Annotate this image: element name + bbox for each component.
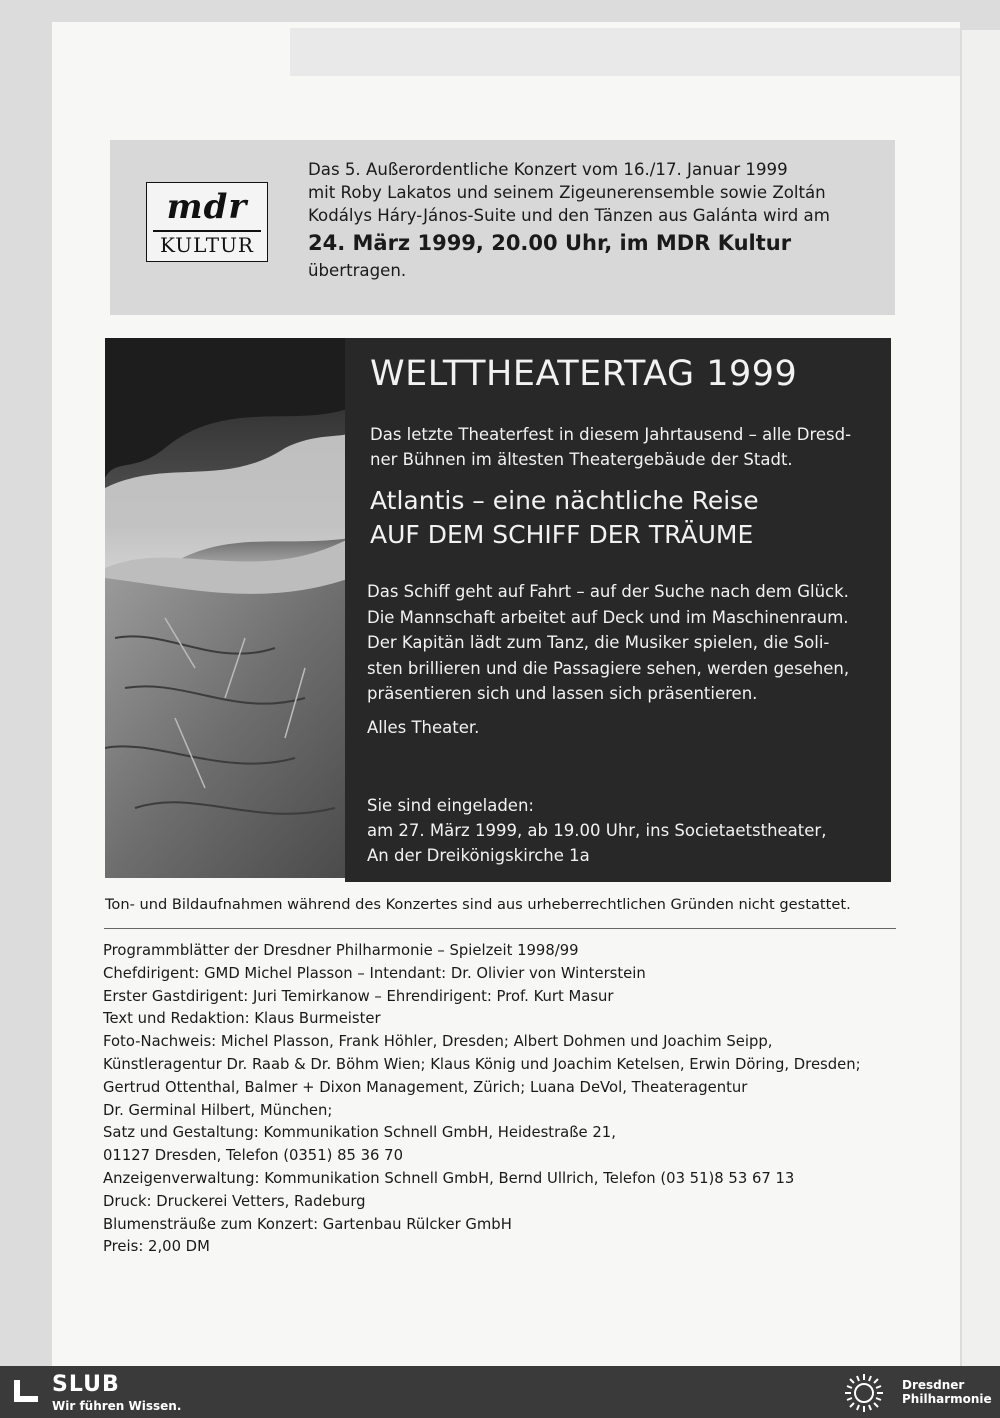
imprint-credits [103, 940, 883, 1259]
slub-logo-icon [12, 1376, 40, 1404]
slub-tagline: Wir führen Wissen. [52, 1399, 182, 1413]
slub-name: SLUB [52, 1372, 120, 1397]
body-line: präsentieren sich und lassen sich präsentieren. [367, 684, 758, 703]
divider [104, 928, 896, 929]
alles-theater: Alles Theater. [367, 718, 480, 737]
body-line: Das Schiff geht auf Fahrt – auf der Suche nach dem Glück. [367, 582, 849, 601]
mdr-logo-rule [153, 230, 261, 232]
dresdner-philharmonie-name [902, 1378, 992, 1406]
credit-line: Druck: Druckerei Vetters, Radeburg [103, 1192, 366, 1210]
mdr-broadcast-banner [110, 140, 895, 315]
banner-line: übertragen. [308, 261, 407, 280]
invite-line: An der Dreikönigskirche 1a [367, 846, 590, 865]
intro-line: ner Bühnen im ältesten Theatergebäude der Stadt. [370, 450, 793, 469]
subtitle-line: AUF DEM SCHIFF DER TRÄUME [370, 520, 754, 549]
invite-line: Sie sind eingeladen: [367, 796, 534, 815]
subtitle-line: Atlantis – eine nächtliche Reise [370, 486, 759, 515]
viewer-footer [0, 1366, 1000, 1418]
mdr-kultur-logo [146, 182, 268, 262]
banner-line: mit Roby Lakatos und seinem Zigeunerensemble sowie Zoltán [308, 183, 826, 202]
welttheatertag-intro [370, 422, 875, 472]
body-line: Die Mannschaft arbeitet auf Deck und im Maschinenraum. [367, 607, 849, 627]
credit-line: Blumensträuße zum Konzert: Gartenbau Rülcker GmbH [103, 1215, 512, 1233]
banner-line: Das 5. Außerordentliche Konzert vom 16./17. Januar 1999 [308, 160, 788, 179]
credit-line: Satz und Gestaltung: Kommunikation Schnell GmbH, Heidestraße 21, [103, 1124, 616, 1142]
broadcast-date: 24. März 1999, 20.00 Uhr, im MDR Kultur [308, 231, 792, 255]
dp-line: Dresdner [902, 1378, 965, 1392]
welttheatertag-box [345, 338, 891, 882]
mdr-logo-word: mdr [166, 187, 248, 227]
dresdner-philharmonie-logo-icon [840, 1370, 888, 1416]
credit-line: Text und Redaktion: Klaus Burmeister [103, 1010, 381, 1028]
body-line: Der Kapitän lädt zum Tanz, die Musiker spielen, die Soli- [367, 633, 830, 652]
credit-line: Erster Gastdirigent: Juri Temirkanow – Ehrendirigent: Prof. Kurt Masur [103, 987, 614, 1005]
welttheatertag-subtitle [370, 484, 880, 552]
invite-line: am 27. März 1999, ab 19.00 Uhr, ins Societaetstheater, [367, 821, 827, 840]
banner-line: Kodálys Háry-János-Suite und den Tänzen aus Galánta wird am [308, 206, 830, 225]
coastal-rock-photo [105, 338, 350, 878]
credit-line: 01127 Dresden, Telefon (0351) 85 36 70 [103, 1147, 404, 1165]
body-line: sten brillieren und die Passagiere sehen, werden gesehen, [367, 658, 850, 678]
credit-line: Anzeigenverwaltung: Kommunikation Schnell GmbH, Bernd Ullrich, Telefon (03 51)8 53 67 13 [103, 1169, 795, 1187]
intro-line: Das letzte Theaterfest in diesem Jahrtausend – alle Dresd- [370, 425, 852, 444]
credit-line: Künstleragentur Dr. Raab & Dr. Böhm Wien; Klaus König und Joachim Ketelsen, Erwin Döring, Dresden; [103, 1055, 861, 1073]
mdr-logo-sub: KULTUR [160, 233, 254, 257]
credit-line: Preis: 2,00 DM [103, 1238, 210, 1256]
next-page-edge [962, 30, 1000, 1366]
welttheatertag-title: WELTTHEATERTAG 1999 [370, 354, 798, 394]
credit-line: Gertrud Ottenthal, Balmer + Dixon Management, Zürich; Luana DeVol, Theateragentur [103, 1078, 748, 1096]
bleed-through-band [290, 28, 960, 76]
welttheatertag-body [367, 579, 877, 707]
recording-notice: Ton- und Bildaufnahmen während des Konzertes sind aus urheberrechtlichen Gründen nicht gestattet. [105, 896, 851, 913]
credit-line: Chefdirigent: GMD Michel Plasson – Intendant: Dr. Olivier von Winterstein [103, 964, 646, 982]
credit-line: Programmblätter der Dresdner Philharmonie – Spielzeit 1998/99 [103, 942, 579, 959]
banner-text [308, 158, 878, 282]
credit-line: Foto-Nachweis: Michel Plasson, Frank Höhler, Dresden; Albert Dohmen und Joachim Seipp, [103, 1033, 773, 1051]
credit-line: Dr. Germinal Hilbert, München; [103, 1101, 333, 1119]
dp-line: Philharmonie [902, 1392, 992, 1406]
invitation [367, 793, 882, 868]
